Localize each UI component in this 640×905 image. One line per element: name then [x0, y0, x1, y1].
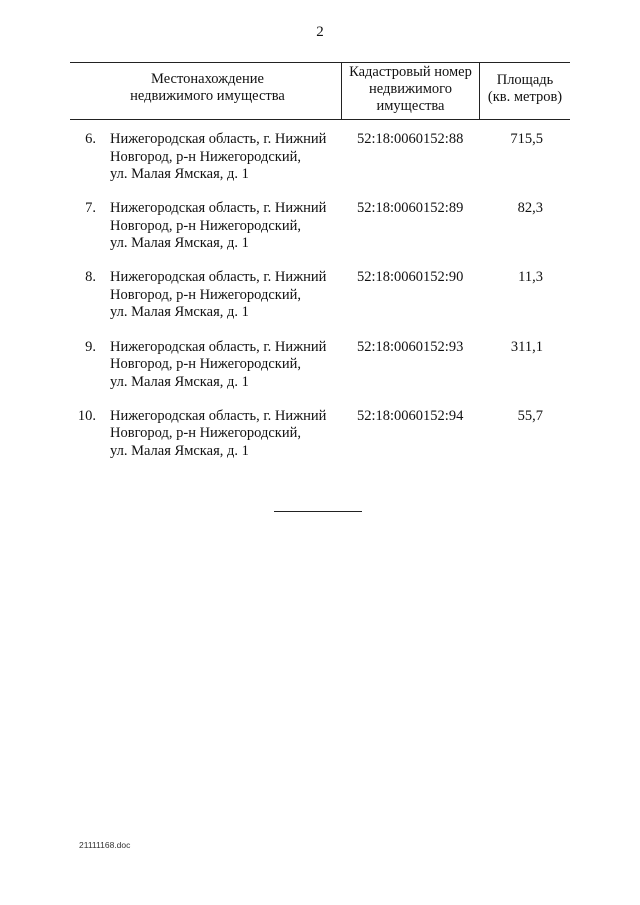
row-cadastral-number: 52:18:0060152:88 [357, 131, 464, 147]
address-line: ул. Малая Ямская, д. 1 [110, 166, 249, 182]
header-location-line: недвижимого имущества [130, 88, 285, 104]
page-number: 2 [316, 24, 324, 40]
row-address [110, 131, 350, 184]
row-number: 7. [85, 200, 96, 217]
table-header-bottom-rule [70, 119, 570, 120]
row-number: 8. [85, 269, 96, 286]
row-cadastral-number: 52:18:0060152:90 [357, 269, 464, 286]
header-area [480, 72, 570, 106]
header-location-line: Местонахождение [151, 71, 264, 87]
header-location [80, 71, 335, 105]
row-area: 55,7 [517, 407, 543, 424]
row-cadastral-number: 52:18:0060152:93 [357, 338, 464, 355]
table-row [0, 339, 640, 408]
address-line: Нижегородская область, г. Нижний [110, 407, 327, 424]
row-cadastral-number: 52:18:0060152:89 [357, 200, 464, 217]
row-address [110, 408, 350, 461]
table-row [0, 269, 640, 338]
row-number: 6. [85, 131, 96, 147]
row-area: 311,1 [510, 338, 543, 355]
row-number: 10. [77, 407, 96, 424]
address-line: Нижегородская область, г. Нижний [110, 269, 327, 286]
header-cadastral-line: недвижимого [368, 81, 453, 97]
header-cadastral-line: имущества [376, 98, 445, 114]
header-cadastral [343, 64, 478, 115]
document-end-rule [274, 511, 362, 512]
file-reference: 21111168.doc [79, 840, 131, 850]
address-line: Новгород, р-н Нижегородский, [110, 286, 301, 303]
table-row [0, 131, 640, 200]
table-row [0, 200, 640, 269]
row-cadastral-number: 52:18:0060152:94 [357, 407, 464, 424]
header-area-line: Площадь [496, 72, 554, 88]
address-line: ул. Малая Ямская, д. 1 [110, 442, 249, 459]
table-row [0, 408, 640, 477]
row-area: 82,3 [517, 200, 543, 217]
table-top-rule [70, 62, 570, 63]
header-area-line: (кв. метров) [487, 89, 563, 105]
address-line: Новгород, р-н Нижегородский, [110, 217, 301, 234]
row-address [110, 200, 350, 253]
address-line: Новгород, р-н Нижегородский, [110, 356, 301, 373]
header-cadastral-line: Кадастровый номер [349, 64, 472, 80]
row-area: 11,3 [518, 269, 543, 286]
address-line: Новгород, р-н Нижегородский, [110, 148, 301, 165]
address-line: Нижегородская область, г. Нижний [110, 338, 327, 355]
row-address [110, 269, 350, 322]
row-number: 9. [85, 338, 96, 355]
address-line: Новгород, р-н Нижегородский, [110, 425, 301, 442]
row-area: 715,5 [510, 131, 543, 147]
column-separator-cadastral [341, 62, 342, 120]
row-address [110, 339, 350, 392]
table-body [0, 131, 640, 477]
address-line: ул. Малая Ямская, д. 1 [110, 304, 249, 321]
address-line: Нижегородская область, г. Нижний [110, 200, 327, 217]
address-line: Нижегородская область, г. Нижний [110, 131, 327, 147]
address-line: ул. Малая Ямская, д. 1 [110, 373, 249, 390]
address-line: ул. Малая Ямская, д. 1 [110, 235, 249, 252]
